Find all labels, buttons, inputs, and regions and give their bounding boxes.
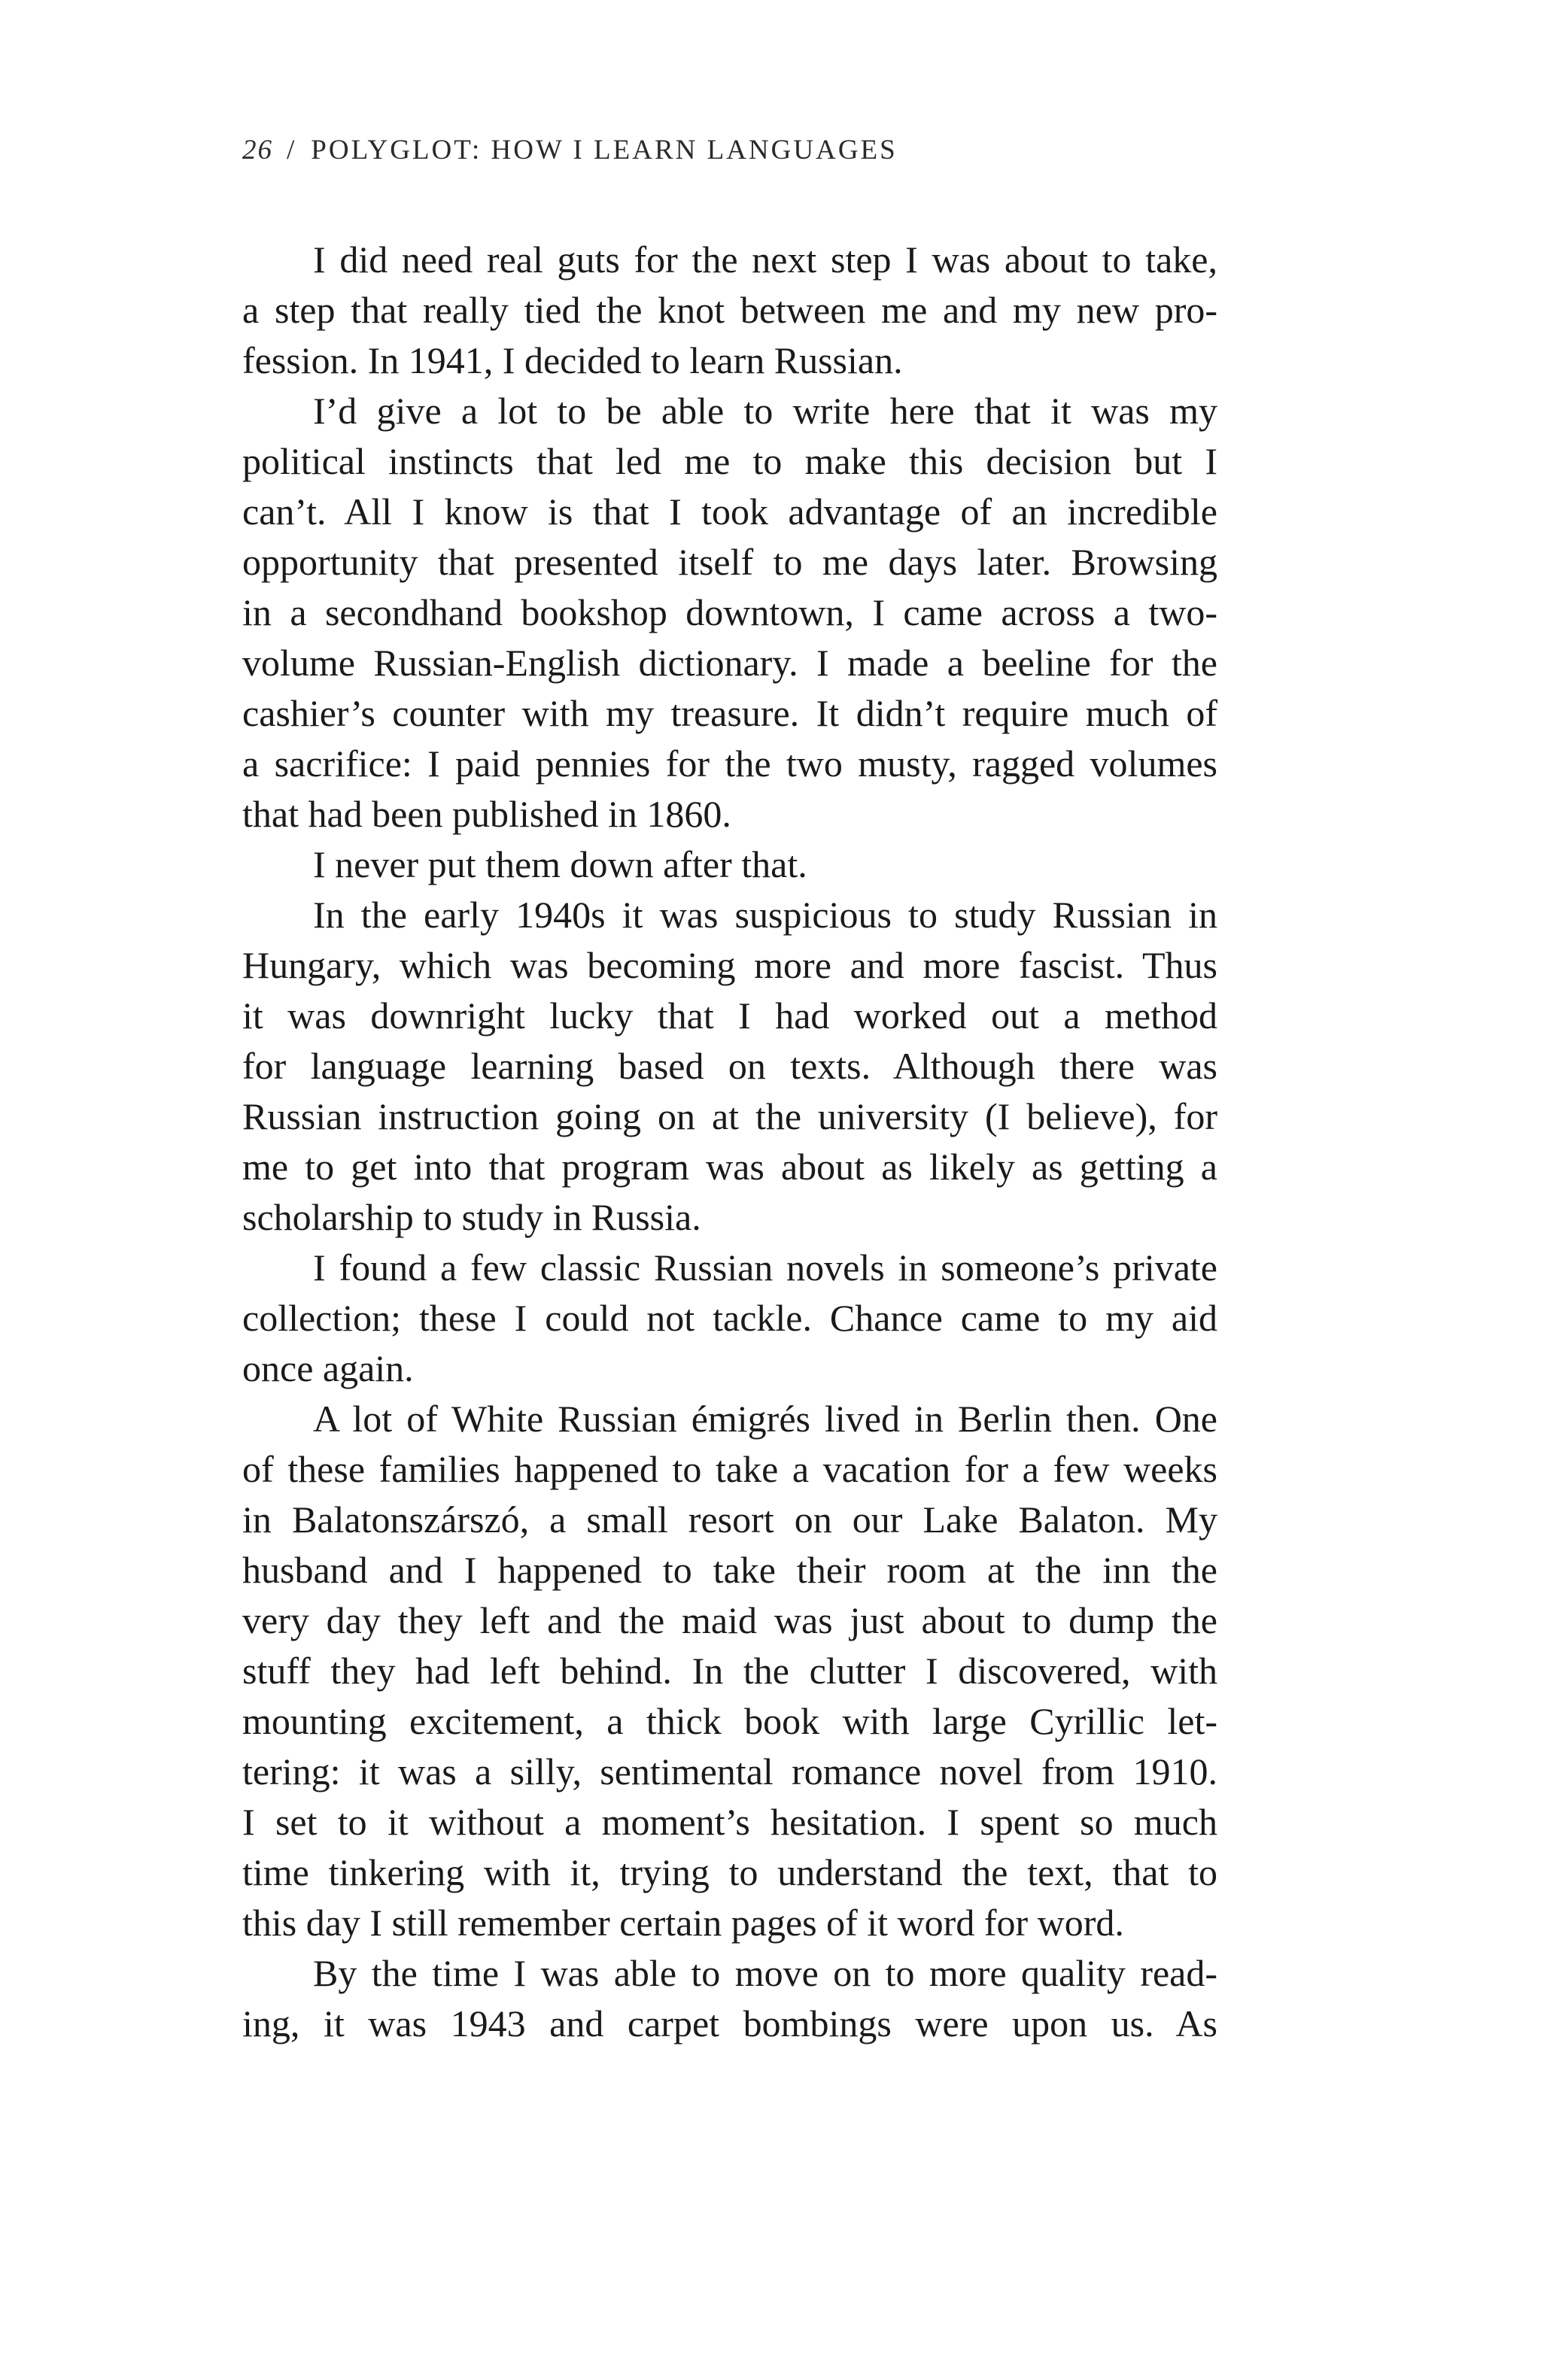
text-line: I’d give a lot to be able to write here that it was my [313,390,1217,432]
text-line: can’t. All I know is that I took advantage of an incredible [242,490,1217,533]
text-line: once again. [242,1347,414,1389]
text-line: A lot of White Russian émigrés lived in Berlin then. One [313,1398,1217,1440]
book-title: POLYGLOT: HOW I LEARN LANGUAGES [311,135,898,165]
text-line: that had been published in 1860. [242,793,731,835]
page-number: 26 [242,135,273,165]
text-line: in Balatonszárszó, a small resort on our Lake Balaton. My [242,1498,1217,1541]
text-line: time tinkering with it, trying to understand the text, that to [242,1851,1217,1893]
running-head [242,134,898,166]
text-line: collection; these I could not tackle. Chance came to my aid [242,1297,1217,1339]
paragraph [242,386,1217,839]
text-line: it was downright lucky that I had worked out a method [242,994,1217,1037]
text-line: cashier’s counter with my treasure. It didn’t require much of [242,692,1217,734]
paragraph [242,1243,1217,1394]
text-line: I did need real guts for the next step I was about to take, [313,238,1217,281]
text-line: of these families happened to take a vacation for a few weeks [242,1448,1217,1490]
text-line: Russian instruction going on at the university (I believe), for [242,1095,1217,1137]
paragraph [242,1948,1217,2049]
text-line: for language learning based on texts. Although there was [242,1045,1217,1087]
text-line: mounting excitement, a thick book with large Cyrillic let- [242,1700,1217,1742]
text-line: volume Russian-English dictionary. I made a beeline for the [242,642,1217,684]
paragraph [242,890,1217,1243]
text-line: fession. In 1941, I decided to learn Russian. [242,339,903,381]
text-line: I never put them down after that. [313,843,807,885]
text-line: this day I still remember certain pages of it word for word. [242,1902,1124,1944]
text-line: tering: it was a silly, sentimental romance novel from 1910. [242,1750,1217,1793]
text-line: political instincts that led me to make this decision but I [242,440,1217,482]
text-line: I found a few classic Russian novels in someone’s private [313,1246,1217,1289]
body-text [242,235,1217,2049]
text-line: I set to it without a moment’s hesitation. I spent so much [242,1801,1217,1843]
text-line: me to get into that program was about as likely as getting a [242,1146,1217,1188]
text-line: opportunity that presented itself to me days later. Browsing [242,541,1217,583]
text-line: husband and I happened to take their room at the inn the [242,1549,1217,1591]
text-line: ing, it was 1943 and carpet bombings were upon us. As [242,2002,1217,2045]
text-line: scholarship to study in Russia. [242,1196,701,1238]
paragraph [242,839,1217,890]
text-line: stuff they had left behind. In the clutter I discovered, with [242,1650,1217,1692]
paragraph [242,235,1217,386]
text-line: Hungary, which was becoming more and more fascist. Thus [242,944,1217,986]
text-line: In the early 1940s it was suspicious to study Russian in [313,894,1217,936]
text-line: in a secondhand bookshop downtown, I came across a two- [242,591,1217,633]
text-line: a step that really tied the knot between me and my new pro- [242,289,1217,331]
text-line: By the time I was able to move on to more quality read- [313,1952,1217,1994]
text-line: very day they left and the maid was just about to dump the [242,1599,1217,1641]
paragraph [242,1394,1217,1948]
running-head-separator: / [287,135,298,165]
text-line: a sacrifice: I paid pennies for the two musty, ragged volumes [242,742,1217,785]
